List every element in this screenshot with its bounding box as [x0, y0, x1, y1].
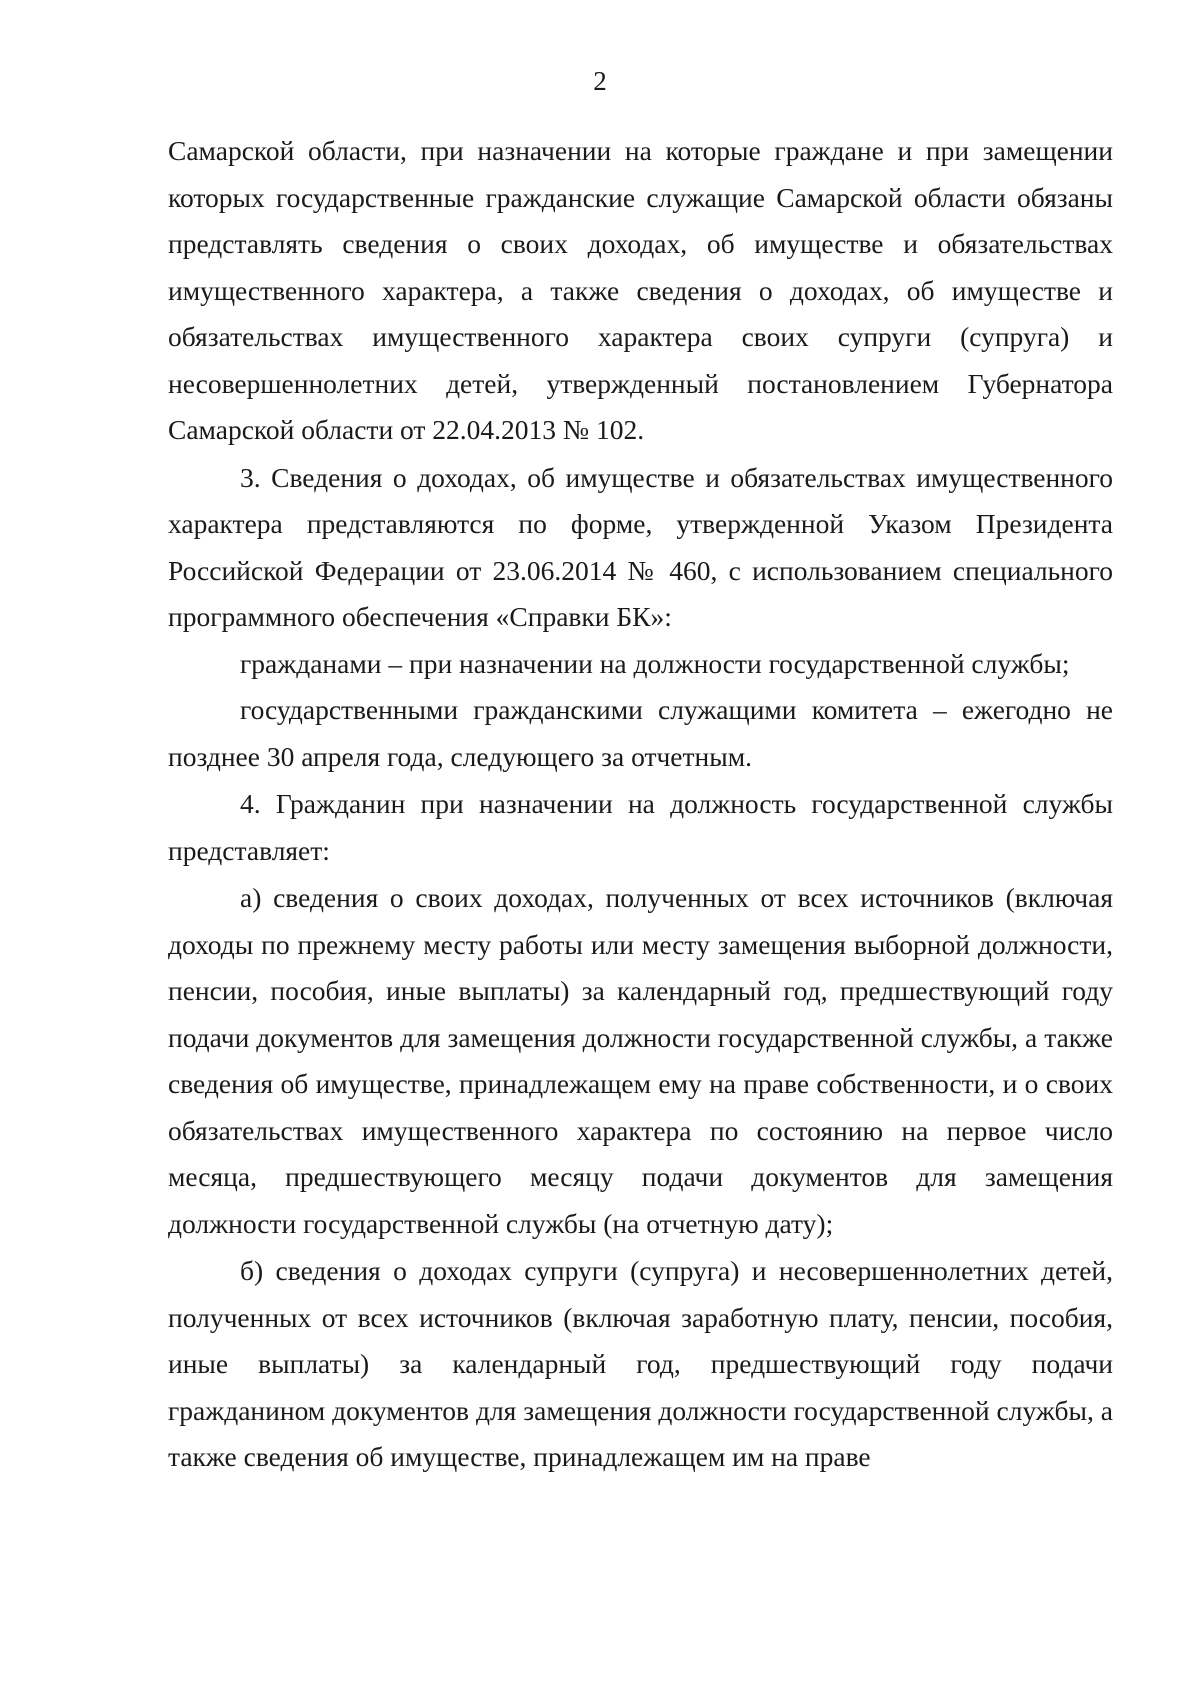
document-body	[168, 128, 1113, 1481]
page-number: 2	[593, 66, 607, 96]
paragraph-item-3: 3. Сведения о доходах, об имуществе и обязательствах имущественного характера представляются по форме, утвержденной Указом Президента Российской Федерации от 23.06.2014 № 460, с использованием специального программного обеспечения «Справки БК»:	[168, 461, 1113, 632]
paragraph-continuation: Самарской области, при назначении на которые граждане и при замещении которых государственные гражданские служащие Самарской области обязаны представлять сведения о своих доходах, об имуществе и обязательствах имущественного характера, а также сведения о доходах, об имуществе и обязательствах имущественного характера своих супруги (супруга) и несовершеннолетних детей, утвержденный постановлением Губернатора Самарской области от 22.04.2013 № 102.	[168, 135, 1113, 445]
paragraph-item-3-servants: государственными гражданскими служащими комитета – ежегодно не позднее 30 апреля года, следующего за отчетным.	[168, 694, 1113, 772]
paragraph-item-3-citizens: гражданами – при назначении на должности государственной службы;	[240, 647, 1070, 679]
paragraph-item-4-b: б) сведения о доходах супруги (супруга) и несовершеннолетних детей, полученных от всех источников (включая заработную плату, пенсии, пособия, иные выплаты) за календарный год, предшествующий году подачи гражданином документов для замещения должности государственной службы, а также сведения об имуществе, принадлежащем им на праве	[168, 1255, 1113, 1472]
paragraph-item-4-a: а) сведения о своих доходах, полученных от всех источников (включая доходы по прежнему месту работы или месту замещения выборной должности, пенсии, пособия, иные выплаты) за календарный год, предшествующий году подачи документов для замещения должности государственной службы, а также сведения об имуществе, принадлежащем ему на праве собственности, и о своих обязательствах имущественного характера по состоянию на первое число месяца, предшествующего месяцу подачи документов для замещения должности государственной службы (на отчетную дату);	[168, 882, 1113, 1239]
paragraph-item-4: 4. Гражданин при назначении на должность государственной службы представляет:	[168, 788, 1113, 866]
